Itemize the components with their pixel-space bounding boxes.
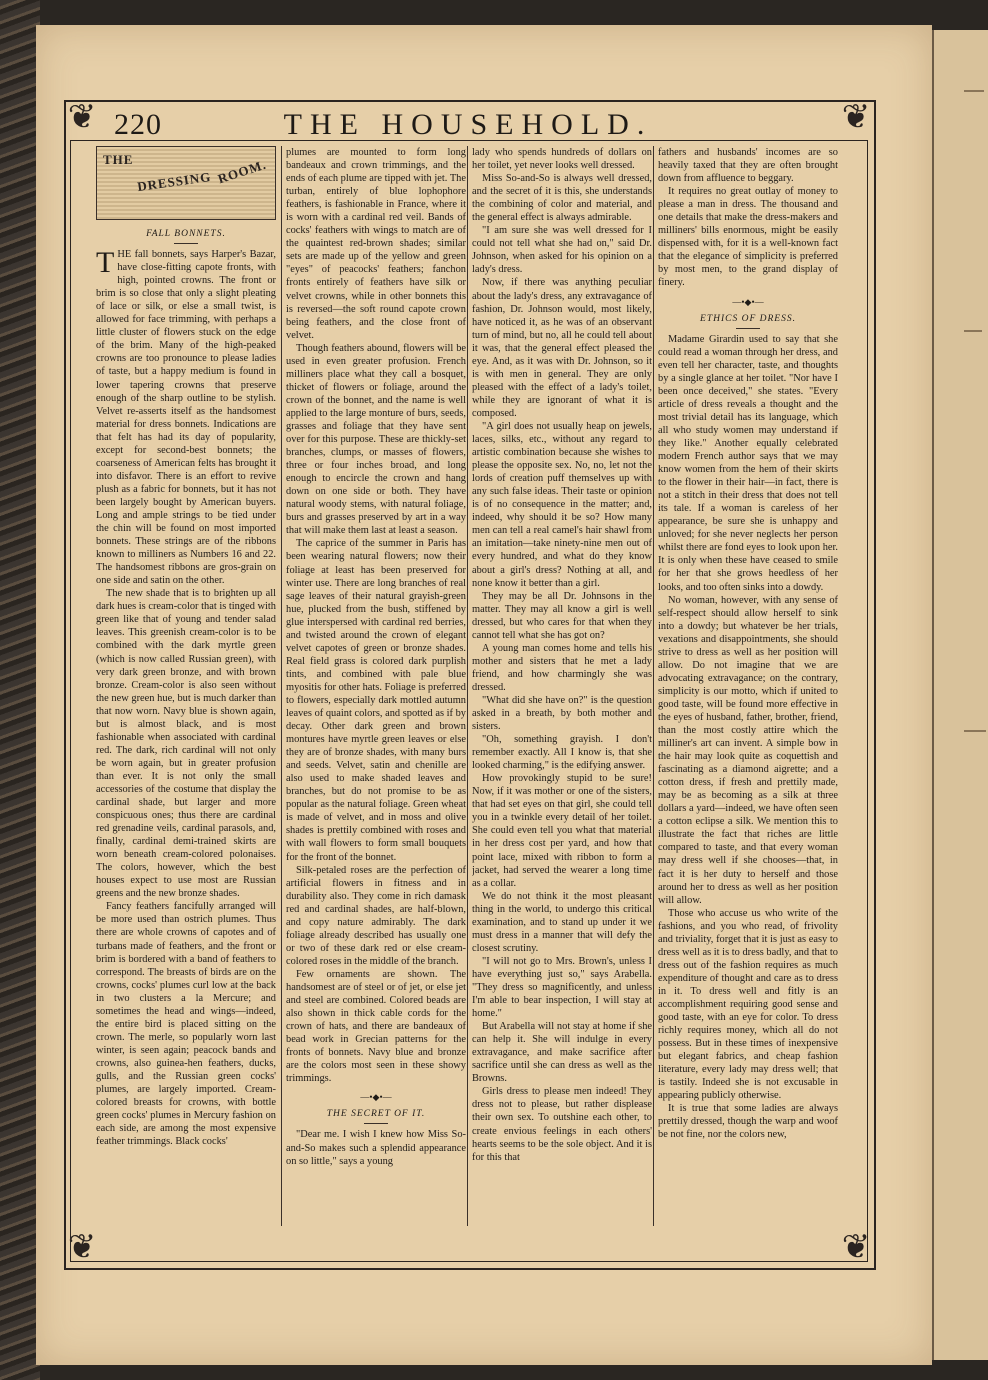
paragraph: fathers and husbands' incomes are so heavily taxed that they are often brought down from affluence to beggary. [658, 147, 838, 185]
paragraph: Miss So-and-So is always well dressed, and the secret of it is this, she understands the combining of color and material, and the general effect is always admirable. [472, 173, 652, 224]
banner-text: THE [103, 152, 134, 167]
column-3 [472, 146, 652, 1226]
paragraph: But Arabella will not stay at home if she can help it. She will indulge in every extravagance, and make sacrifice after sacrifice until she can dress as well as the Browns. [472, 1021, 652, 1085]
drop-cap: T [96, 246, 115, 280]
paragraph: The new shade that is to brighten up all dark hues is cream-color that is tinged with green like that of young and tender salad leaves. This greenish cream-color is to be combined with the dark myrtle green (which is now called Russian green), with very dark green bronze, and with brown bronze. Cream-color is also seen without the new green hue, but is much darker than that now worn. Navy blue is shown again, but is almost black, and is most fashionable when associated with cardinal red. The dark, rich cardinal will not only be worn again, but in greater profusion than ever. It is not only the small accessories of the costume that display the cardinal shade, but larger and more conspicuous ones; thus there are cardinal red grenadine veils, cardinal parasols, and, finally, cardinal demi-trained skirts are worn beneath cream-colored polonaises. The colors, however, which the best houses expect to use most are Russian greens and the new bronze shades. [96, 588, 276, 900]
paragraph: Girls dress to please men indeed! They dress not to please, but rather displease their own sex. To outshine each other, to create envious feelings in each others' hearts seems to be the sole object. And it is for this that [472, 1086, 652, 1163]
paragraph: It is true that some ladies are always prettily dressed, though the warp and woof be not fine, nor the colors new, [658, 1103, 838, 1141]
paragraph: "A girl does not usually heap on jewels, laces, silks, etc., without any regard to artistic combination because she wishes to please the opposite sex. No, no, let not the lords of creation puff themselves up with any such false ideas. Their taste or opinion is of no consequence in the matter; and, indeed, why should it be so? How many men can tell a real camel's hair shawl from an imitation—take ninety-nine men out of every hundred, and what do they know about a girl's dress? Nothing at all, and none know it better than a girl. [472, 420, 652, 589]
paragraph: Though feathers abound, flowers will be used in even greater profusion. French milliners place what they call a bosquet, thicket of flowers or foliage, around the crown of the bonnet, and the name is well applied to the large monture of burs, seeds, grasses and foliage that they have sent over for this purpose. These are thickly-set branches, clumps, or masses of flowers, three or four inches broad, and long enough to encircle the crown and hang down on one side or both. They have natural woody stems, with natural foliage, burs and grasses preserved by art in a way that will make them last at least a season. [286, 342, 466, 537]
paragraph: THE fall bonnets, says Harper's Bazar, have close-fitting capote fronts, with high, pointed crowns. The front or brim is so close that only a slight pleating of lace or silk, or else a small twist, is allowed for face trimming, with perhaps a little cluster of flowers stuck on the edge of the brim. Many of the high-peaked crowns are too pronounce to please ladies of taste, but a happy medium is found in lower tapering crowns that preserve enough of the sharp outline to be stylish. Velvet re-asserts itself as the handsomest material for dress bonnets. Indications are that felt has had its day of popularity, except for second-best bonnets; the coarseness of American felts has brought it into disfavor. There is an effort to revive plush as a fabric for bonnets, but it has not been largely bought by American buyers. Long and ample strings to be tied under the chin will be found on most imported bonnets. These strings are of the ribbons known to milliners as Numbers 16 and 22. The handsomest ribbons are gros-grain on one side and satin on the other. [96, 246, 276, 587]
paragraph: Now, if there was anything peculiar about the lady's dress, any extravagance of fashion, Dr. Johnson would, most likely, have noticed it, as he was of an observant turn of mind, but no, all he could tell about it was, that the general effect pleased the eye. And, as it was with Dr. Johnson, so it is with men in general. They are only pleased with the effect of a lady's toilet, while they are ignorant of what it is composed. [472, 277, 652, 419]
column-4 [658, 146, 838, 1226]
page-title: THE HOUSEHOLD. [283, 108, 653, 141]
paragraph: "I will not go to Mrs. Brown's, unless I have everything just so," says Arabella. "They dress so magnificently, and unless I'm able to bear inspection, I will stay at home." [472, 955, 652, 1020]
section-ornament: —•◆•— [360, 1092, 392, 1103]
paragraph: "Dear me. I wish I knew how Miss So-and-So makes such a splendid appearance on so little," says a young [286, 1129, 466, 1167]
facing-page-edge [932, 30, 988, 1360]
page-number: 220 [114, 108, 162, 141]
paragraph: How provokingly stupid to be sure! Now, if it was mother or one of the sisters, that had set eyes on that girl, she could tell you in a twinkle every detail of her toilet. She could even tell you what that material in her dress cost per yard, and how that point lace, mixed with ribbon to form a jacket, had served the wearer a long time as a collar. [472, 773, 652, 889]
corner-ornament-icon: ❦ [841, 99, 871, 136]
heading-fall-bonnets: FALL BONNETS. [146, 229, 226, 239]
column-1 [96, 146, 276, 1226]
corner-ornament-icon: ❦ [67, 1229, 97, 1266]
paragraph: "What did she have on?" is the question asked in a breath, by both mother and sisters. [472, 694, 652, 733]
section-ornament: —•◆•— [732, 296, 764, 307]
paragraph: "I am sure she was well dressed for I could not tell what she had on," said Dr. Johnson, when asked for his opinion on a lady's dress. [472, 225, 652, 276]
paragraph: Fancy feathers fancifully arranged will be more used than ostrich plumes. Thus there are whole crowns of capotes and of turbans made of feathers, and the front or brim is bordered with a band of feathers to correspond. The breasts of birds are on the crowns, cocks' plumes curl low at the back in two clusters a la Mercure; and sometimes the head and wings—indeed, the entire bird is placed sitting on the crown. The merle, so popularly worn last winter, is seen again; peacock bands and crowns, also guinea-hen feathers, ducks, gulls, and the Russian green cocks' plumes, are largely imported. Cream-colored breasts for crowns, with bottle green cocks' plumes in Mercury fashion on each side, are among the most expensive feather trimmings. Black cocks' [96, 901, 276, 1148]
banner-text: DRESSING [136, 168, 213, 195]
corner-ornament-icon: ❦ [841, 1229, 871, 1266]
paragraph: They may be all Dr. Johnsons in the matter. They may all know a girl is well dressed, but who cares for that when they cannot tell what she has got on? [472, 590, 652, 641]
paragraph: "Oh, something grayish. I don't remember exactly. All I know is, that she looked charming," is the edifying answer. [472, 734, 652, 772]
column-2 [286, 146, 466, 1226]
paragraph: Madame Girardin used to say that she could read a woman through her dress, and even tell her character, taste, and thoughts by a single glance at her toilet. "Nor have I been once deceived," she states. "Every article of dress reveals a thought and the most trivial detail has its language, which all who study women may understand if they like." Another equally celebrated modern French author says that we may know women from the hem of their skirts to the flower in their hair—in fact, there is not a stitch in their dress that does not tell its tale. If a woman is careless of her appearance, be sure she is unhappy and unloved; for she never neglects her person whilst there are fond eyes to look upon her. It is only when these have ceased to smile for her that she grows heedless of her looks, and too often sinks into a dowdy. [658, 333, 838, 593]
paragraph: A young man comes home and tells his mother and sisters that he met a lady friend, and how charmingly she was dressed. [472, 642, 652, 693]
paragraph: Silk-petaled roses are the perfection of artificial flowers in fitness and in durability also. They come in rich damask red and cardinal shades, are half-blown, and copy nature admirably. The dark foliage already described has usually one or two of these dark red or else cream-colored roses in the middle of the branch. [286, 864, 466, 967]
heading-ethics: ETHICS OF DRESS. [700, 313, 796, 324]
banner-text: ROOM. [215, 156, 269, 187]
paragraph: Few ornaments are shown. The handsomest are of steel or of jet, or else jet and steel are combined. Colored beads are also shown in thick cable cords for the crown of hats, and there are bandeaux of bead work in Grecian patterns for the fronts of bonnets. Navy blue and bronze are the colors most seen in these showy trimmings. [286, 968, 466, 1085]
paragraph: No woman, however, with any sense of self-respect should allow herself to sink into a dowdy; but whatever be her trials, vexations and disappointments, she should strive to dress as well as her position will allow. Do not imagine that we are advocating extravagance; on the contrary, simplicity is our motto, which if united to good taste, will be found more effective in the eyes of husband, father, brother, friend, than the most costly attire which the milliner's art can invent. A simple bow in the hair may look quite as coquettish and fascinating as a diamond aigrette; and a cotton dress, if fresh and prettily made, may be as becoming as a silk at three dollars a yard—indeed, we have often seen a cotton eclipse a silk. We mention this to illustrate the fact that riches are little compared to taste, and that every woman may dress well if she chooses—that, in fact it is her duty to herself and those around her to dress as well as her position will allow. [658, 594, 838, 906]
page-header [70, 108, 866, 140]
book-binding [0, 0, 40, 1380]
paragraph: Those who accuse us who write of the fashions, and you who read, of frivolity and triviality, forget that it is just as easy to dress well as it is to dress badly, and that to dress out of the fashion requires as much expenditure of thought and care as to dress in it. To dress well and fitly is an accomplishment requiring good sense and good taste, with an eye for color. To dress richly requires money, which all do not possess. But in these times of inexpensive but elegant fabrics, and cheap fashion literature, every lady may dress well; that is tastily. Indeed she is not excusable in appearing publicly otherwise. [658, 907, 838, 1102]
paragraph: plumes are mounted to form long bandeaux and crown trimmings, and the ends of each plume are tipped with jet. The turban, entirely of blue lophophore feathers, is fashionable in France, where it is worn with a cardinal red veil. Bands of cocks' feathers with wings to match are of the quaintest red-brown shades; similar sets are made up of the yellow and green "eyes" of peacocks' feathers; fanchon fronts entirely of feathers have silk or velvet crowns, while in other bonnets this is reversed—the soft round capote crown being feathers, and the close front of velvet. [286, 147, 466, 341]
dressing-room-banner [96, 146, 276, 220]
corner-ornament-icon: ❦ [67, 99, 97, 136]
paragraph: The caprice of the summer in Paris has been wearing natural flowers; now their foliage at least has been preserved for winter use. There are long branches of real sage leaves of their natural grayish-green hue, plucked from the bush, stiffened by glue interspersed with cardinal red berries, and twisted around the crown of elegant velvet capotes of green or bronze shades. Real field grass is colored dark purplish tints, and combined with pale blue myositis for other hats. Foliage is preferred to flowers, especially dark mottled autumn leaves of quaint colors, and spotted as if by decay. Other dark green and brown montures have myrtle green leaves or else they are of bronze shades, with many burs and seeds. Velvet, satin and chenille are also used to make shaded leaves and branches, but do not promise to be as popular as the natural foliage. Green wheat is made of velvet, and in moss and olive shades is prettily combined with roses and with wall flowers to form small bouquets for the front of the bonnet. [286, 538, 466, 863]
paragraph: It requires no great outlay of money to please a man in dress. The thousand and one details that make the dress-makers and milliners' bills enormous, might be easily dispensed with, for it is a well-known fact that the elegance of simplicity is preferred by most men, to the grand display of finery. [658, 186, 838, 289]
paragraph: We do not think it the most pleasant thing in the world, to undergo this critical examination, and to stand up under it we must dress in a manner that will defy the closest scrutiny. [472, 890, 652, 954]
heading-secret: THE SECRET OF IT. [326, 1109, 426, 1120]
paragraph: lady who spends hundreds of dollars on her toilet, yet never looks well dressed. [472, 147, 652, 172]
